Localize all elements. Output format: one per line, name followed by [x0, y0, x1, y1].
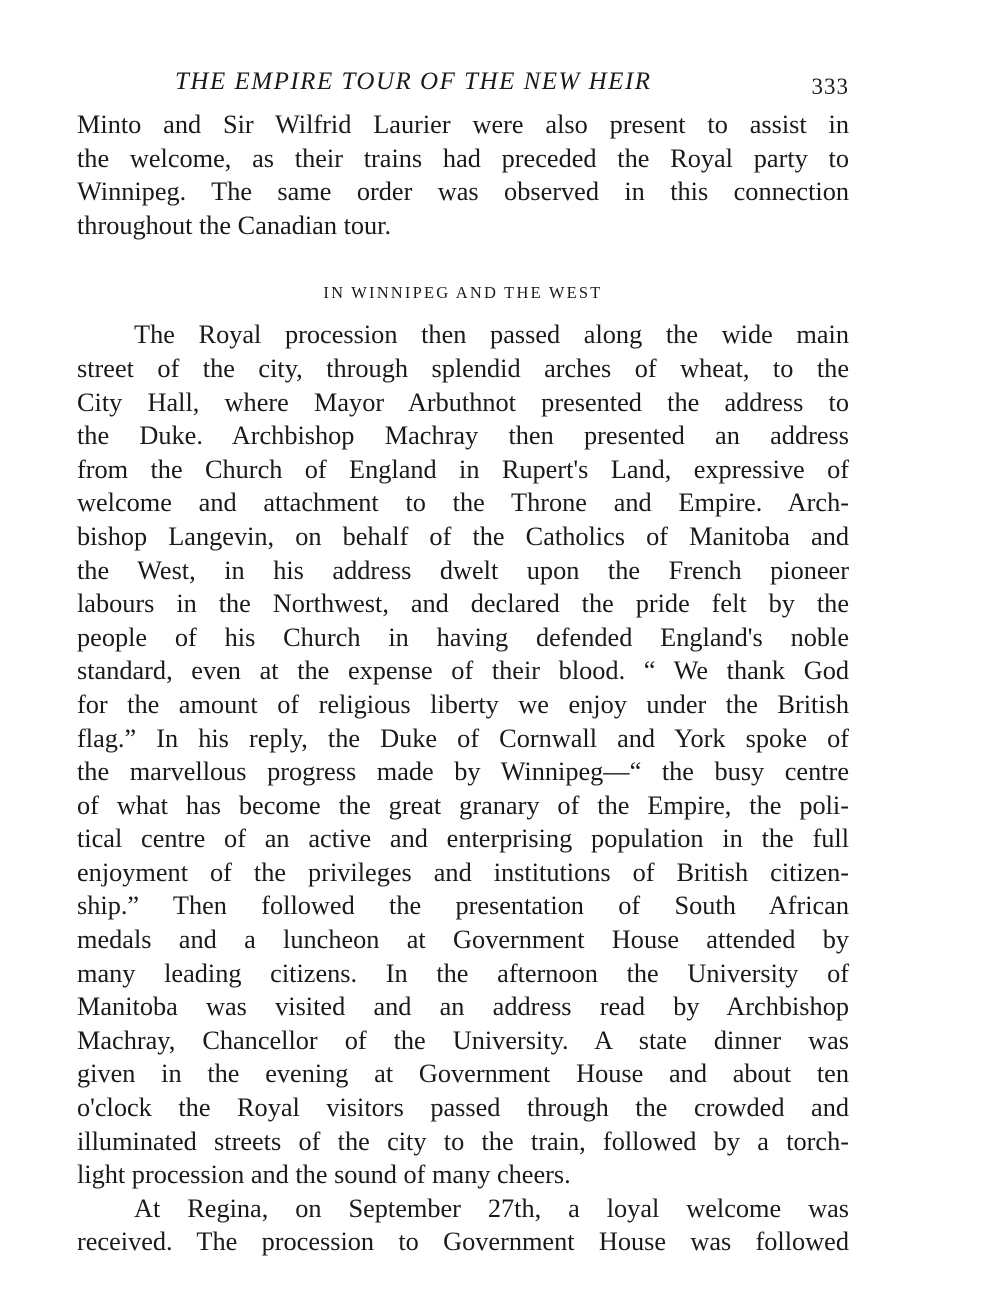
text-line: for the amount of religious liberty we enjoy under the British — [77, 689, 849, 719]
text-line: The Royal procession then passed along the wide main — [134, 320, 849, 350]
text-line: medals and a luncheon at Government House attended by — [77, 925, 849, 955]
paragraph-2 — [77, 318, 849, 1191]
book-page — [77, 64, 849, 1259]
running-head — [77, 64, 849, 108]
text-line: tical centre of an active and enterprising population in the full — [77, 824, 849, 854]
text-line: Manitoba was visited and an address read by Archbishop — [77, 992, 849, 1022]
text-line: the marvellous progress made by Winnipeg—“ the busy centre — [77, 757, 849, 787]
text-line: people of his Church in having defended England's noble — [77, 622, 849, 652]
text-line: the West, in his address dwelt upon the French pioneer — [77, 555, 849, 585]
text-line: light procession and the sound of many cheers. — [77, 1160, 571, 1190]
text-line: many leading citizens. In the afternoon the University of — [77, 958, 849, 988]
text-line: throughout the Canadian tour. — [77, 210, 392, 240]
text-line: ship.” Then followed the presentation of South African — [77, 891, 849, 921]
paragraph-1 — [77, 108, 849, 242]
text-line: Minto and Sir Wilfrid Laurier were also present to assist in — [77, 110, 849, 139]
text-line: At Regina, on September 27th, a loyal welcome was — [134, 1193, 849, 1223]
text-line: City Hall, where Mayor Arbuthnot presented the address to — [77, 387, 849, 417]
text-line: of what has become the great granary of the Empire, the poli- — [77, 790, 849, 820]
text-line: welcome and attachment to the Throne and Empire. Arch- — [77, 488, 849, 518]
text-line: standard, even at the expense of their blood. “ We thank God — [77, 656, 849, 686]
page-number: 333 — [811, 74, 849, 99]
text-line: Winnipeg. The same order was observed in this connection — [77, 177, 849, 207]
text-line: the welcome, as their trains had preceded the Royal party to — [77, 143, 849, 173]
text-line: the Duke. Archbishop Machray then presented an address — [77, 421, 849, 451]
text-line: bishop Langevin, on behalf of the Catholics of Manitoba and — [77, 521, 849, 551]
text-line: from the Church of England in Rupert's Land, expressive of — [77, 454, 849, 484]
text-line: flag.” In his reply, the Duke of Cornwall and York spoke of — [77, 723, 849, 753]
text-line: labours in the Northwest, and declared the pride felt by the — [77, 589, 849, 619]
text-line: o'clock the Royal visitors passed through the crowded and — [77, 1093, 849, 1123]
text-line: street of the city, through splendid arches of wheat, to the — [77, 353, 849, 383]
text-line: enjoyment of the privileges and institutions of British citizen- — [77, 857, 849, 887]
text-line: given in the evening at Government House and about ten — [77, 1059, 849, 1089]
section-heading: IN WINNIPEG AND THE WEST — [323, 283, 603, 303]
running-title: THE EMPIRE TOUR OF THE NEW HEIR — [175, 68, 652, 95]
paragraph-3 — [77, 1192, 849, 1259]
text-line: received. The procession to Government House was followed — [77, 1227, 849, 1257]
text-line: illuminated streets of the city to the train, followed by a torch- — [77, 1126, 849, 1156]
text-line: Machray, Chancellor of the University. A state dinner was — [77, 1025, 849, 1055]
